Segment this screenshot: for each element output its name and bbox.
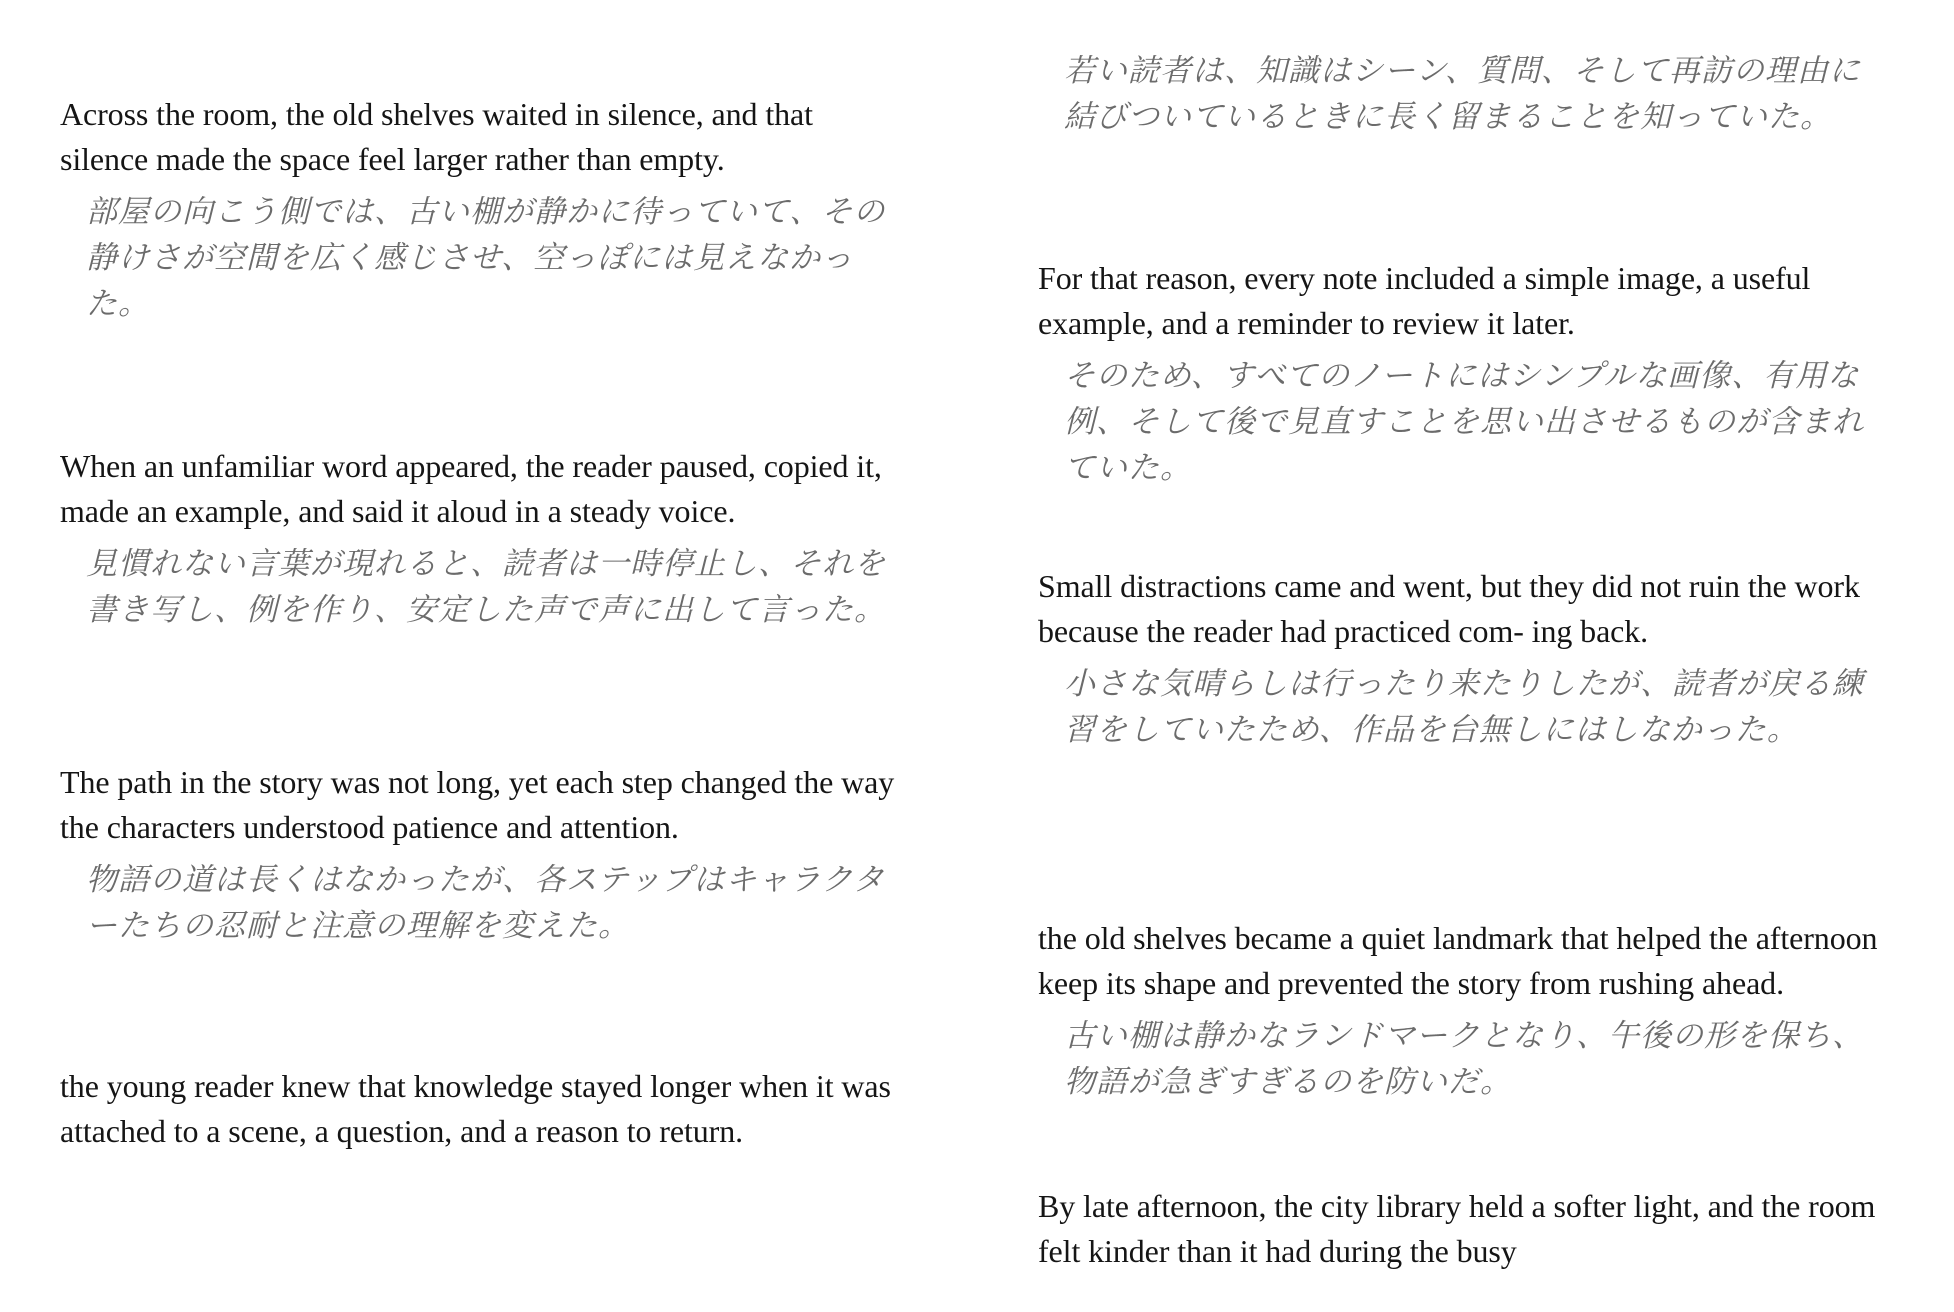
japanese-translation: 古い棚は静かなランドマークとなり、午後の形を保ち、物語が急ぎすぎるのを防いだ。 [1064,1018,1864,1100]
paragraph-pair [60,760,900,949]
paragraph-pair [1038,48,1878,140]
japanese-translation: 若い読者は、知識はシーン、質問、そして再訪の理由に結びついているときに長く留まることを知っていた。 [1064,53,1861,135]
paragraph-pair [60,444,900,633]
english-paragraph: For that reason, every note included a simple image, a useful example, and a reminder to review it later. [1038,260,1811,341]
paragraph-pair [1038,256,1878,491]
paragraph-pair [1038,1184,1878,1273]
japanese-translation: 見慣れない言葉が現れると、読者は一時停止し、それを書き写し、例を作り、安定した声で声に出して言った。 [86,546,886,628]
japanese-translation: 小さな気晴らしは行ったり来たりしたが、読者が戻る練習をしていたため、作品を台無しにはしなかった。 [1064,666,1864,748]
japanese-translation: 物語の道は長くはなかったが、各ステップはキャラクターたちの忍耐と注意の理解を変えた。 [86,862,885,944]
english-paragraph: the old shelves became a quiet landmark that helped the afternoon keep its shape and prevented the story from rushing ahead. [1038,920,1878,1001]
english-paragraph: Small distractions came and went, but they did not ruin the work because the reader had practiced com- ing back. [1038,568,1860,649]
japanese-translation: そのため、すべてのノートにはシンプルな画像、有用な例、そして後で見直すことを思い出させるものが含まれていた。 [1064,358,1864,486]
english-paragraph: The path in the story was not long, yet each step changed the way the characters understood patience and attention. [60,764,895,845]
english-paragraph: By late afternoon, the city library held a softer light, and the room felt kinder than it had during the busy [1038,1188,1876,1269]
paragraph-pair [60,92,900,327]
paragraph-pair [60,1064,900,1153]
paragraph-pair [1038,916,1878,1105]
japanese-translation: 部屋の向こう側では、古い棚が静かに待っていて、その静けさが空間を広く感じさせ、空っぽには見えなかった。 [86,194,886,322]
english-paragraph: Across the room, the old shelves waited in silence, and that silence made the space feel larger rather than empty. [60,96,813,177]
english-paragraph: When an unfamiliar word appeared, the reader paused, copied it, made an example, and said it aloud in a steady voice. [60,448,882,529]
english-paragraph: the young reader knew that knowledge stayed longer when it was attached to a scene, a question, and a reason to return. [60,1068,891,1149]
paragraph-pair [1038,564,1878,753]
